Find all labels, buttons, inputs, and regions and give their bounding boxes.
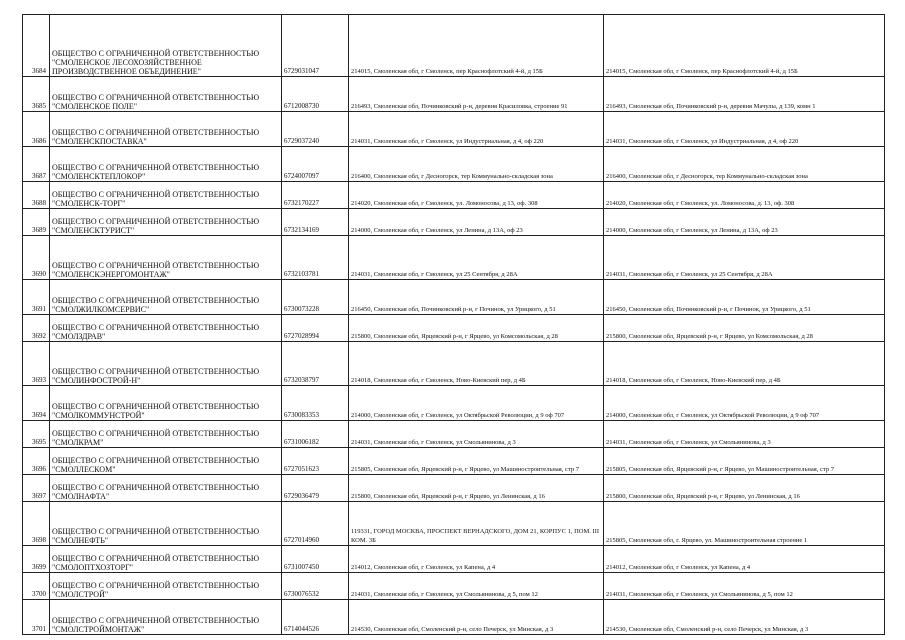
registered-address: 214015, Смоленская обл, г Смоленск, пер Краснофлотский 4-й, д 15Б (349, 15, 604, 77)
organization-name: ОБЩЕСТВО С ОГРАНИЧЕННОЙ ОТВЕТСТВЕННОСТЬЮ "СМОЛЖИЛКОМСЕРВИС" (50, 280, 282, 315)
table-row (23, 182, 885, 209)
registry-table-body (23, 15, 885, 635)
row-number: 3694 (23, 386, 50, 421)
actual-address: 214031, Смоленская обл, г Смоленск, ул Смольянинова, д 5, пом 12 (604, 573, 885, 600)
registered-address: 214000, Смоленская обл, г Смоленск, ул Октябрьской Революции, д 9 оф 707 (349, 386, 604, 421)
organization-name: ОБЩЕСТВО С ОГРАНИЧЕННОЙ ОТВЕТСТВЕННОСТЬЮ "СМОЛЕНСКТЕПЛОКОР" (50, 147, 282, 182)
actual-address: 214012, Смоленская обл, г Смоленск, ул Капена, д 4 (604, 546, 885, 573)
row-number: 3699 (23, 546, 50, 573)
inn-number: 6730083353 (282, 386, 349, 421)
registered-address: 216400, Смоленская обл, г Десногорск, тер Коммунально-складская зона (349, 147, 604, 182)
row-number: 3701 (23, 600, 50, 635)
actual-address: 216400, Смоленская обл, г Десногорск, тер Коммунально-складская зона (604, 147, 885, 182)
actual-address: 215800, Смоленская обл, Ярцевский р-н, г Ярцево, ул Ленинская, д 16 (604, 475, 885, 502)
row-number: 3700 (23, 573, 50, 600)
inn-number: 6732134169 (282, 209, 349, 236)
table-row (23, 342, 885, 386)
registered-address: 214018, Смоленская обл, г Смоленск, Ново-Киевский пер, д 4Б (349, 342, 604, 386)
inn-number: 6730076532 (282, 573, 349, 600)
actual-address: 214020, Смоленская обл, г Смоленск, ул. Ломоносова, д. 13, оф. 308 (604, 182, 885, 209)
actual-address: 215800, Смоленская обл, Ярцевский р-н, г Ярцево, ул Комсомольская, д 28 (604, 315, 885, 342)
registered-address: 214031, Смоленская обл, г Смоленск, ул 25 Сентября, д 28А (349, 236, 604, 280)
table-row (23, 315, 885, 342)
registered-address: 119331, ГОРОД МОСКВА, ПРОСПЕКТ ВЕРНАДСКОГО, ДОМ 21, КОРПУС 1, ПОМ. III КОМ. 3Б (349, 502, 604, 546)
row-number: 3696 (23, 448, 50, 475)
row-number: 3695 (23, 421, 50, 448)
inn-number: 6729037240 (282, 112, 349, 147)
table-row (23, 475, 885, 502)
inn-number: 6732103781 (282, 236, 349, 280)
inn-number: 6730073228 (282, 280, 349, 315)
registered-address: 216493, Смоленская обл, Починковский р-н, деревня Красиловка, строение 91 (349, 77, 604, 112)
inn-number: 6727051623 (282, 448, 349, 475)
organization-name: ОБЩЕСТВО С ОГРАНИЧЕННОЙ ОТВЕТСТВЕННОСТЬЮ "СМОЛОПТХОЗТОРГ" (50, 546, 282, 573)
organization-name: ОБЩЕСТВО С ОГРАНИЧЕННОЙ ОТВЕТСТВЕННОСТЬЮ "СМОЛЕНСКТУРИСТ" (50, 209, 282, 236)
registered-address: 215805, Смоленская обл, Ярцевский р-н, г Ярцево, ул Машиностроительная, стр 7 (349, 448, 604, 475)
table-row (23, 280, 885, 315)
inn-number: 6724007097 (282, 147, 349, 182)
table-row (23, 209, 885, 236)
table-row (23, 236, 885, 280)
row-number: 3685 (23, 77, 50, 112)
registered-address: 215800, Смоленская обл, Ярцевский р-н, г Ярцево, ул Ленинская, д 16 (349, 475, 604, 502)
organization-name: ОБЩЕСТВО С ОГРАНИЧЕННОЙ ОТВЕТСТВЕННОСТЬЮ "СМОЛЕНСК-ТОРГ" (50, 182, 282, 209)
actual-address: 214000, Смоленская обл, г Смоленск, ул Октябрьской Революции, д 9 оф 707 (604, 386, 885, 421)
registry-table (22, 14, 885, 635)
actual-address: 214015, Смоленская обл, г Смоленск, пер Краснофлотский 4-й, д 15Б (604, 15, 885, 77)
actual-address: 215805, Смоленская обл, г. Ярцево, ул. Машиностроительная строение 1 (604, 502, 885, 546)
row-number: 3697 (23, 475, 50, 502)
actual-address: 214018, Смоленская обл, г Смоленск, Ново-Киевский пер, д 4Б (604, 342, 885, 386)
table-row (23, 600, 885, 635)
table-row (23, 421, 885, 448)
inn-number: 6729031047 (282, 15, 349, 77)
organization-name: ОБЩЕСТВО С ОГРАНИЧЕННОЙ ОТВЕТСТВЕННОСТЬЮ "СМОЛНЕФТЬ" (50, 502, 282, 546)
registered-address: 215800, Смоленская обл, Ярцевский р-н, г Ярцево, ул Комсомольская, д 28 (349, 315, 604, 342)
table-row (23, 573, 885, 600)
registered-address: 214031, Смоленская обл, г Смоленск, ул Смольянинова, д 3 (349, 421, 604, 448)
inn-number: 6731006182 (282, 421, 349, 448)
inn-number: 6731007450 (282, 546, 349, 573)
organization-name: ОБЩЕСТВО С ОГРАНИЧЕННОЙ ОТВЕТСТВЕННОСТЬЮ "СМОЛЕНСКОЕ ЛЕСОХОЗЯЙСТВЕННОЕ ПРОИЗВОДСТВЕННОЕ ОБЪЕДИНЕНИЕ" (50, 15, 282, 77)
table-row (23, 448, 885, 475)
row-number: 3689 (23, 209, 50, 236)
table-row (23, 546, 885, 573)
actual-address: 214031, Смоленская обл, г Смоленск, ул Смольянинова, д 3 (604, 421, 885, 448)
organization-name: ОБЩЕСТВО С ОГРАНИЧЕННОЙ ОТВЕТСТВЕННОСТЬЮ "СМОЛЗДРАВ" (50, 315, 282, 342)
organization-name: ОБЩЕСТВО С ОГРАНИЧЕННОЙ ОТВЕТСТВЕННОСТЬЮ "СМОЛЛЕСКОМ" (50, 448, 282, 475)
row-number: 3690 (23, 236, 50, 280)
actual-address: 215805, Смоленская обл, Ярцевский р-н, г Ярцево, ул Машиностроительная, стр 7 (604, 448, 885, 475)
table-row (23, 386, 885, 421)
table-row (23, 502, 885, 546)
actual-address: 216450, Смоленская обл, Починковский р-н, г Починок, ул Урицкого, д 51 (604, 280, 885, 315)
row-number: 3698 (23, 502, 50, 546)
inn-number: 6727014960 (282, 502, 349, 546)
registered-address: 214530, Смоленская обл, Смоленский р-н, село Печерск, ул Минская, д 3 (349, 600, 604, 635)
table-row (23, 15, 885, 77)
table-row (23, 112, 885, 147)
organization-name: ОБЩЕСТВО С ОГРАНИЧЕННОЙ ОТВЕТСТВЕННОСТЬЮ "СМОЛСТРОЙМОНТАЖ" (50, 600, 282, 635)
registered-address: 214020, Смоленская обл, г Смоленск, ул. Ломоносова, д 13, оф. 308 (349, 182, 604, 209)
organization-name: ОБЩЕСТВО С ОГРАНИЧЕННОЙ ОТВЕТСТВЕННОСТЬЮ "СМОЛИНФОСТРОЙ-Н" (50, 342, 282, 386)
organization-name: ОБЩЕСТВО С ОГРАНИЧЕННОЙ ОТВЕТСТВЕННОСТЬЮ "СМОЛЕНСКЭНЕРГОМОНТАЖ" (50, 236, 282, 280)
organization-name: ОБЩЕСТВО С ОГРАНИЧЕННОЙ ОТВЕТСТВЕННОСТЬЮ "СМОЛЕНСКОЕ ПОЛЕ" (50, 77, 282, 112)
actual-address: 214000, Смоленская обл, г Смоленск, ул Ленина, д 13А, оф 23 (604, 209, 885, 236)
row-number: 3692 (23, 315, 50, 342)
row-number: 3687 (23, 147, 50, 182)
table-row (23, 77, 885, 112)
row-number: 3693 (23, 342, 50, 386)
actual-address: 216493, Смоленская обл, Починковский р-н, деревня Мачулы, д 139, комн 1 (604, 77, 885, 112)
actual-address: 214031, Смоленская обл, г Смоленск, ул Индустриальная, д 4, оф 220 (604, 112, 885, 147)
organization-name: ОБЩЕСТВО С ОГРАНИЧЕННОЙ ОТВЕТСТВЕННОСТЬЮ "СМОЛНАФТА" (50, 475, 282, 502)
inn-number: 6727028994 (282, 315, 349, 342)
organization-name: ОБЩЕСТВО С ОГРАНИЧЕННОЙ ОТВЕТСТВЕННОСТЬЮ "СМОЛКРАМ" (50, 421, 282, 448)
row-number: 3686 (23, 112, 50, 147)
registered-address: 216450, Смоленская обл, Починковский р-н, г Починок, ул Урицкого, д 51 (349, 280, 604, 315)
actual-address: 214031, Смоленская обл, г Смоленск, ул 25 Сентября, д 28А (604, 236, 885, 280)
inn-number: 6714044526 (282, 600, 349, 635)
organization-name: ОБЩЕСТВО С ОГРАНИЧЕННОЙ ОТВЕТСТВЕННОСТЬЮ "СМОЛЕНСКПОСТАВКА" (50, 112, 282, 147)
organization-name: ОБЩЕСТВО С ОГРАНИЧЕННОЙ ОТВЕТСТВЕННОСТЬЮ "СМОЛСТРОЙ" (50, 573, 282, 600)
row-number: 3688 (23, 182, 50, 209)
table-row (23, 147, 885, 182)
organization-name: ОБЩЕСТВО С ОГРАНИЧЕННОЙ ОТВЕТСТВЕННОСТЬЮ "СМОЛКОММУНСТРОЙ" (50, 386, 282, 421)
inn-number: 6729036479 (282, 475, 349, 502)
registered-address: 214031, Смоленская обл, г Смоленск, ул Смольянинова, д 5, пом 12 (349, 573, 604, 600)
row-number: 3684 (23, 15, 50, 77)
registered-address: 214012, Смоленская обл, г Смоленск, ул Капена, д 4 (349, 546, 604, 573)
inn-number: 6732038797 (282, 342, 349, 386)
registered-address: 214000, Смоленская обл, г Смоленск, ул Ленина, д 13А, оф 23 (349, 209, 604, 236)
actual-address: 214530, Смоленская обл, Смоленский р-н, село Печерск, ул Минская, д 3 (604, 600, 885, 635)
row-number: 3691 (23, 280, 50, 315)
registered-address: 214031, Смоленская обл, г Смоленск, ул Индустриальная, д 4, оф 220 (349, 112, 604, 147)
inn-number: 6732170227 (282, 182, 349, 209)
inn-number: 6712008730 (282, 77, 349, 112)
